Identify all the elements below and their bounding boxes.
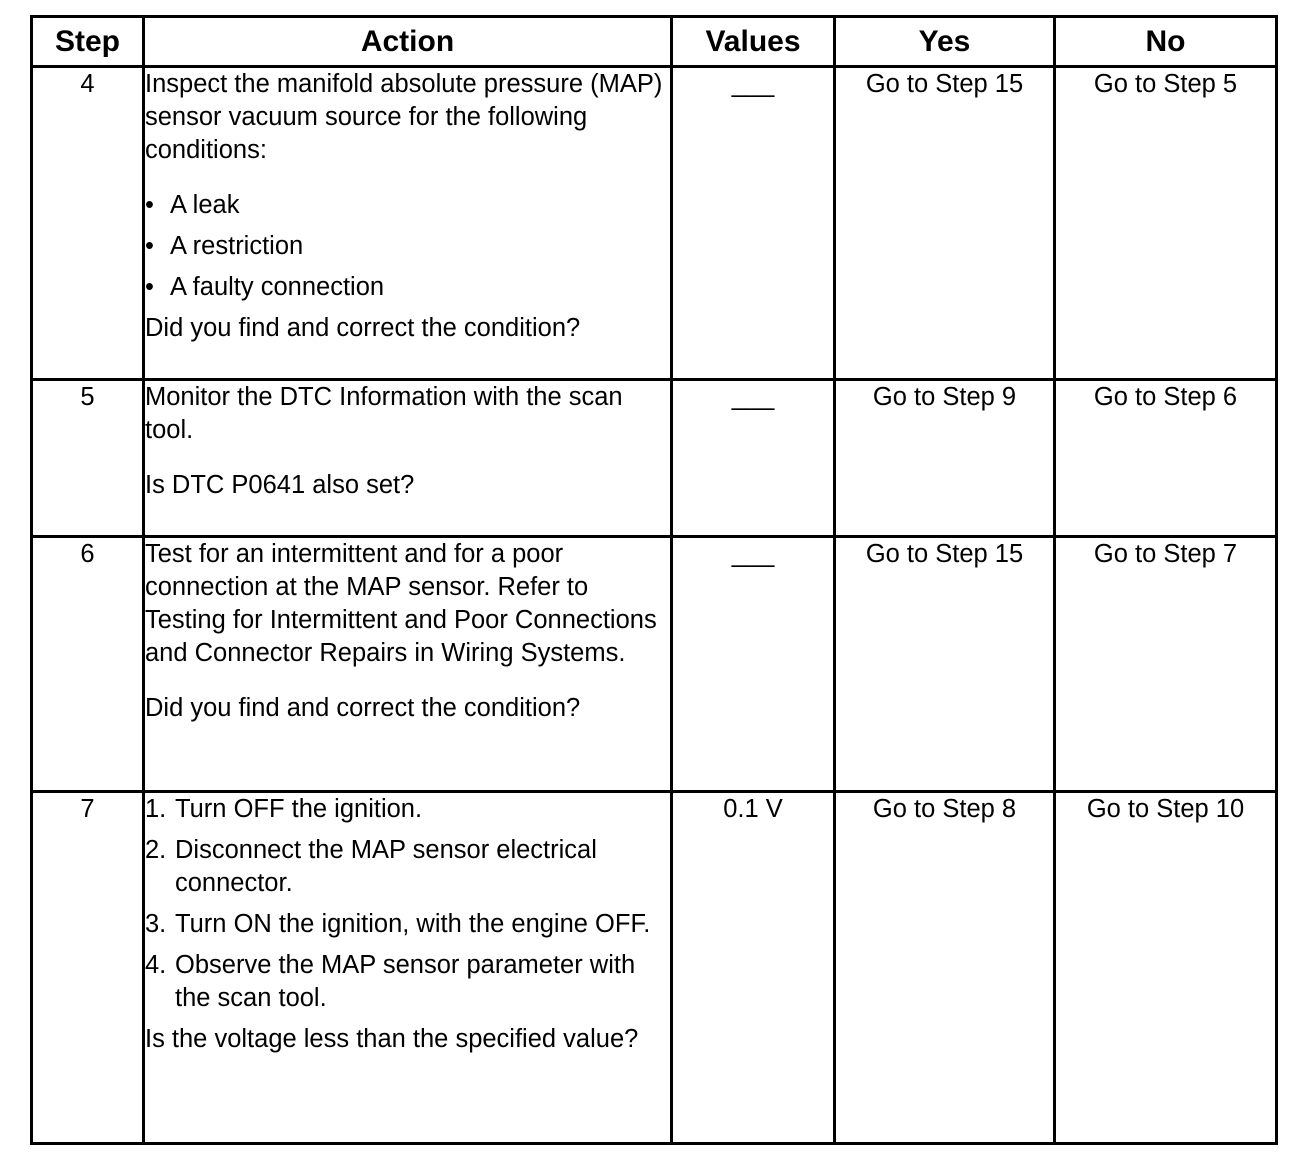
action-intro: Inspect the manifold absolute pressure (MAP) sensor vacuum source for the following conditions:	[145, 70, 663, 164]
condition-list	[145, 189, 670, 304]
action-question: Is the voltage less than the specified value?	[145, 1025, 639, 1053]
table-row	[32, 380, 1277, 537]
value-cell: ___	[672, 537, 835, 792]
substep-text: Turn OFF the ignition.	[175, 795, 423, 823]
yes-cell	[835, 380, 1055, 537]
yes-cell	[835, 67, 1055, 380]
value-cell: ___	[672, 380, 835, 537]
value-cell: 0.1 V	[672, 792, 835, 1144]
list-item	[145, 189, 670, 222]
action-cell	[144, 537, 672, 792]
no-link: Go to Step 6	[1093, 383, 1238, 411]
value-cell: ___	[672, 67, 835, 380]
table-row	[32, 537, 1277, 792]
yes-link: Go to Step 15	[865, 70, 1024, 98]
list-item	[145, 793, 670, 826]
yes-cell	[835, 792, 1055, 1144]
no-link: Go to Step 10	[1086, 795, 1245, 823]
yes-link: Go to Step 9	[872, 383, 1017, 411]
action-cell	[144, 792, 672, 1144]
substep-number: 4.	[145, 951, 167, 979]
substep-number: 3.	[145, 910, 167, 938]
list-item	[145, 949, 670, 1015]
action-question: Is DTC P0641 also set?	[145, 471, 415, 499]
yes-cell	[835, 537, 1055, 792]
diagnostic-table	[30, 15, 1278, 1145]
action-cell	[144, 380, 672, 537]
yes-link: Go to Step 8	[872, 795, 1017, 823]
substep-number: 2.	[145, 836, 167, 864]
table-row	[32, 792, 1277, 1144]
list-item-text: A restriction	[170, 232, 304, 260]
no-cell	[1055, 380, 1277, 537]
bullet-marker: •	[145, 232, 154, 260]
action-question: Did you find and correct the condition?	[145, 314, 581, 342]
list-item	[145, 271, 670, 304]
substep-number: 1.	[145, 795, 167, 823]
bullet-marker: •	[145, 273, 154, 301]
substep-text: Disconnect the MAP sensor electrical connector.	[175, 836, 597, 897]
header-yes: Yes	[835, 17, 1055, 67]
action-question: Did you find and correct the condition?	[145, 694, 581, 722]
header-no: No	[1055, 17, 1277, 67]
action-intro: Monitor the DTC Information with the scan tool.	[145, 383, 623, 444]
list-item	[145, 908, 670, 941]
substep-text: Turn ON the ignition, with the engine OFF.	[175, 910, 651, 938]
step-number: 7	[32, 792, 144, 1144]
no-link: Go to Step 5	[1093, 70, 1238, 98]
yes-link: Go to Step 15	[865, 540, 1024, 568]
table-row	[32, 67, 1277, 380]
list-item	[145, 834, 670, 900]
bullet-marker: •	[145, 191, 154, 219]
action-intro: Test for an intermittent and for a poor connection at the MAP sensor. Refer to Testing for Intermittent and Poor Connections and Connector Repairs in Wiring Systems.	[145, 540, 657, 667]
no-cell	[1055, 792, 1277, 1144]
step-number: 5	[32, 380, 144, 537]
header-values: Values	[672, 17, 835, 67]
no-cell	[1055, 537, 1277, 792]
list-item	[145, 230, 670, 263]
header-step: Step	[32, 17, 144, 67]
substep-text: Observe the MAP sensor parameter with the scan tool.	[175, 951, 636, 1012]
procedure-list	[145, 793, 670, 1015]
header-row	[32, 17, 1277, 67]
no-cell	[1055, 67, 1277, 380]
step-number: 6	[32, 537, 144, 792]
no-link: Go to Step 7	[1093, 540, 1238, 568]
action-cell	[144, 67, 672, 380]
list-item-text: A faulty connection	[170, 273, 385, 301]
header-action: Action	[144, 17, 672, 67]
list-item-text: A leak	[170, 191, 240, 219]
step-number: 4	[32, 67, 144, 380]
